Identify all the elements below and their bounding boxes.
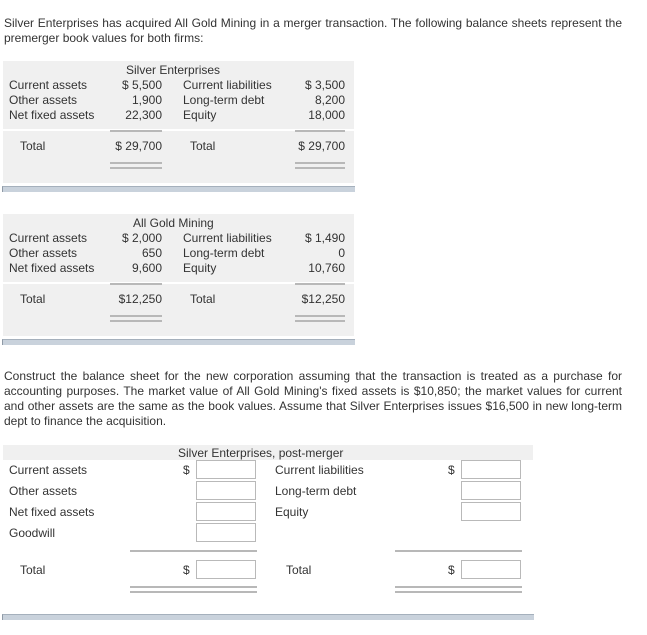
post-asset-label: Goodwill <box>9 526 56 540</box>
gold-liability-value: 10,760 <box>308 261 345 275</box>
currency-symbol: $ <box>183 463 190 477</box>
silver-asset-label: Other assets <box>9 93 78 107</box>
gold-asset-value: 650 <box>141 246 162 260</box>
post-liability-label: Long-term debt <box>275 484 357 498</box>
post-subtotal-rule <box>395 550 522 552</box>
gold-double-rule <box>110 320 162 322</box>
goodwill-input[interactable] <box>196 523 256 542</box>
post-double-rule <box>130 586 257 588</box>
post-double-rule <box>130 591 257 593</box>
gold-asset-label: Current assets <box>9 231 88 245</box>
net-fixed-assets-input[interactable] <box>196 502 256 521</box>
silver-double-rule <box>110 162 162 164</box>
post-asset-label: Net fixed assets <box>9 505 95 519</box>
gold-subtotal-rule <box>295 283 345 285</box>
silver-double-rule <box>110 167 162 169</box>
silver-asset-value: $ 5,500 <box>121 78 162 92</box>
currency-symbol: $ <box>448 563 455 577</box>
post-double-rule <box>395 591 522 593</box>
total-assets-input[interactable] <box>196 560 256 579</box>
gold-asset-label: Other assets <box>9 246 78 260</box>
gold-total-label: Total <box>20 292 46 306</box>
post-asset-label: Current assets <box>9 463 88 477</box>
post-liability-label: Current liabilities <box>275 463 364 477</box>
separator-bar <box>2 614 534 620</box>
other-assets-input[interactable] <box>196 481 256 500</box>
silver-double-rule <box>295 162 345 164</box>
silver-liability-label: Current liabilities <box>183 78 272 92</box>
gold-double-rule <box>295 320 345 322</box>
silver-total-label: Total <box>190 139 216 153</box>
silver-title: Silver Enterprises <box>126 63 221 77</box>
intro-text: Silver Enterprises has acquired All Gold Mining in a merger transaction. The following balance sheets represent the premerger book values for both firms: <box>4 16 622 45</box>
silver-total-label: Total <box>20 139 46 153</box>
current-liabilities-input[interactable] <box>461 460 521 479</box>
post-double-rule <box>395 586 522 588</box>
gold-liability-value: 0 <box>338 246 345 260</box>
instructions-text: Construct the balance sheet for the new corporation assuming that the transaction is treated as a purchase for accounting purposes. The market value of All Gold Mining's fixed assets is $10,850; the market values for current and other assets are the same as the book values. Assume that Silver Enterprises issues $16,500 in new long-term dept to finance the acquisition. <box>4 369 622 428</box>
gold-total-liabilities: $12,250 <box>301 292 345 306</box>
gold-total-assets: $12,250 <box>118 292 162 306</box>
gold-asset-value: 9,600 <box>131 261 162 275</box>
separator-bar <box>2 186 355 192</box>
gold-liability-label: Equity <box>183 261 217 275</box>
silver-liability-value: 8,200 <box>314 93 345 107</box>
gold-double-rule <box>110 315 162 317</box>
silver-liability-value: $ 3,500 <box>304 78 345 92</box>
silver-liability-label: Equity <box>183 108 217 122</box>
gold-asset-label: Net fixed assets <box>9 261 95 275</box>
gold-total-label: Total <box>190 292 216 306</box>
silver-subtotal-rule <box>295 130 345 132</box>
silver-asset-value: 1,900 <box>131 93 162 107</box>
silver-liability-value: 18,000 <box>308 108 345 122</box>
currency-symbol: $ <box>448 463 455 477</box>
post-subtotal-rule <box>130 550 257 552</box>
gold-title: All Gold Mining <box>133 216 214 230</box>
post-asset-label: Other assets <box>9 484 78 498</box>
current-assets-input[interactable] <box>196 460 256 479</box>
silver-double-rule <box>295 167 345 169</box>
gold-double-rule <box>295 315 345 317</box>
gold-subtotal-rule <box>110 283 162 285</box>
gold-liability-label: Current liabilities <box>183 231 272 245</box>
silver-asset-label: Net fixed assets <box>9 108 95 122</box>
equity-input[interactable] <box>461 502 521 521</box>
silver-total-assets: $ 29,700 <box>115 139 162 153</box>
post-total-label: Total <box>286 563 312 577</box>
silver-asset-value: 22,300 <box>125 108 162 122</box>
long-term-debt-input[interactable] <box>461 481 521 500</box>
gold-liability-label: Long-term debt <box>183 246 265 260</box>
post-liability-label: Equity <box>275 505 309 519</box>
currency-symbol: $ <box>183 563 190 577</box>
silver-liability-label: Long-term debt <box>183 93 265 107</box>
silver-asset-label: Current assets <box>9 78 88 92</box>
gold-asset-value: $ 2,000 <box>121 231 162 245</box>
post-total-label: Total <box>20 563 46 577</box>
gold-liability-value: $ 1,490 <box>304 231 345 245</box>
silver-total-liabilities: $ 29,700 <box>298 139 345 153</box>
post-title: Silver Enterprises, post-merger <box>178 446 344 460</box>
separator-bar <box>2 339 355 345</box>
total-liabilities-input[interactable] <box>461 560 521 579</box>
silver-subtotal-rule <box>110 130 162 132</box>
